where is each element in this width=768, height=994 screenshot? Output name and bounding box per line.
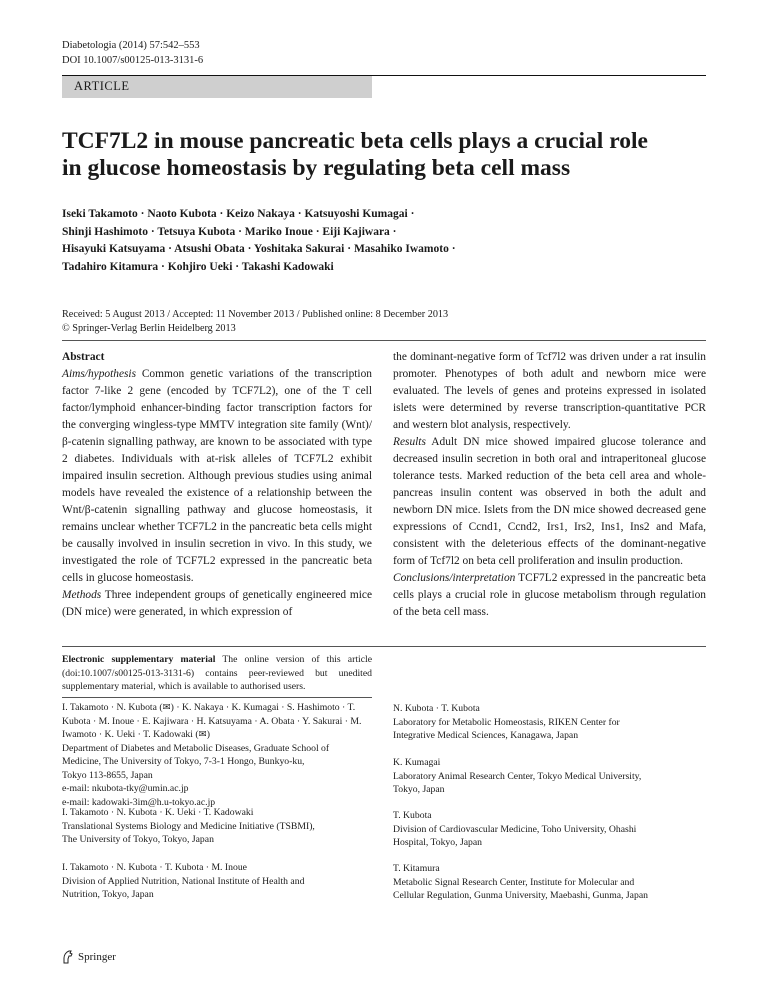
title-line-2: in glucose homeostasis by regulating beta cell mass — [62, 155, 571, 181]
article-title — [62, 128, 722, 182]
affiliation-block — [62, 861, 372, 902]
affiliation-line: Hospital, Tokyo, Japan — [393, 837, 483, 848]
affiliation-line: Department of Diabetes and Metabolic Diseases, Graduate School of — [62, 742, 330, 754]
abstract-heading: Abstract — [62, 351, 105, 363]
affiliation-names: I. Takamoto · N. Kubota (✉) · K. Nakaya · K. Kumagai · S. Hashimoto · T. Kubota · M. Inoue · E. Kajiwara · H. Katsuyama · A. Obata · Y. Sakurai · M. Iwamoto · K. Ueki · T. Kadowaki (✉) — [62, 702, 362, 740]
abstract-left-column — [62, 349, 372, 621]
abstract-right-column — [393, 349, 706, 621]
affiliation-names: I. Takamoto · N. Kubota · K. Ueki · T. Kadowaki — [62, 807, 254, 818]
conclusions-text: TCF7L2 expressed in the pancreatic beta cells plays a crucial role in glucose metabolism through regulation of the beta cell mass. — [393, 572, 706, 618]
author-line: Iseki Takamoto · Naoto Kubota · Keizo Nakaya · Katsuyoshi Kumagai · — [62, 208, 415, 220]
journal-citation: Diabetologia (2014) 57:542–553 — [62, 40, 200, 51]
results-label: Results — [393, 436, 426, 448]
affiliation-block — [393, 809, 706, 862]
affiliation-line: Cellular Regulation, Gunma University, Maebashi, Gunma, Japan — [393, 890, 648, 901]
email-line: e-mail: nkubota-tky@umin.ac.jp — [62, 783, 189, 794]
affiliation-names: T. Kubota — [393, 810, 432, 821]
author-line: Tadahiro Kitamura · Kohjiro Ueki · Takashi Kadowaki — [62, 260, 334, 273]
affiliation-block — [393, 862, 706, 903]
esm-note — [62, 653, 372, 694]
affiliation-line: The University of Tokyo, Tokyo, Japan — [62, 834, 214, 845]
affiliation-line: Metabolic Signal Research Center, Institute for Molecular and — [393, 876, 635, 888]
affiliation-line: Tokyo 113-8655, Japan — [62, 769, 153, 781]
email-line: e-mail: kadowaki-3im@h.u-tokyo.ac.jp — [62, 796, 216, 808]
affiliation-names: T. Kitamura — [393, 863, 440, 874]
conclusions-label: Conclusions/interpretation — [393, 572, 516, 584]
methods-text-part: Three independent groups of genetically engineered mice (DN mice) were generated, in which expression of — [62, 589, 372, 618]
author-line: Hisayuki Katsuyama · Atsushi Obata · Yoshitaka Sakurai · Masahiko Iwamoto · — [62, 243, 456, 255]
affiliation-line: Laboratory Animal Research Center, Tokyo Medical University, — [393, 770, 642, 782]
aims-label: Aims/hypothesis — [62, 368, 137, 380]
affiliation-line: Translational Systems Biology and Medicine Initiative (TSBMI), — [62, 820, 315, 832]
springer-horse-icon — [62, 950, 74, 964]
affiliation-names: K. Kumagai — [393, 757, 441, 768]
results-text: Adult DN mice showed impaired glucose tolerance and decreased insulin secretion in both oral and intraperitoneal glucose tolerance tests. Marked reduction of the beta cell area and whole-pancreas insulin content was observed in both the adult and newborn DN mice. Islets from the DN mice showed decreased gene expressions of Ccnd1, Ccnd2, Irs1, Irs2, Ins1, Ins2 and Mafa, consistent with the deleterious effects of the dominant-negative form of Tcf7l2 on beta cell proliferation and insulin production. — [393, 436, 706, 567]
affiliation-block — [62, 701, 372, 808]
esm-text: The online version of this article (doi:10.1007/s00125-013-3131-6) contains peer-reviewed but unedited supplementary material, which is available to authorised users. — [62, 654, 372, 692]
publisher-footer — [62, 950, 116, 964]
affiliations-left — [62, 701, 372, 902]
section-banner — [62, 76, 372, 98]
affiliation-block — [393, 756, 706, 809]
affiliation-names: I. Takamoto · N. Kubota · T. Kubota · M. Inoue — [62, 862, 247, 873]
dates-rule — [62, 340, 706, 341]
affiliation-line: Medicine, The University of Tokyo, 7-3-1 Hongo, Bunkyo-ku, — [62, 756, 305, 767]
affiliation-line: Integrative Medical Sciences, Kanagawa, Japan — [393, 730, 579, 741]
doi-line: DOI 10.1007/s00125-013-3131-6 — [62, 55, 204, 66]
affiliation-line: Nutrition, Tokyo, Japan — [62, 889, 154, 900]
affiliation-line: Laboratory for Metabolic Homeostasis, RIKEN Center for — [393, 716, 620, 728]
affiliation-rule — [62, 697, 372, 698]
affiliation-block — [393, 702, 706, 756]
aims-text: Common genetic variations of the transcription factor 7-like 2 gene (encoded by TCF7L2), one of the T cell factor/lymphoid enhancer-binding factor transcription factors for the converging wingless-type MMTV integration site family (Wnt)/β-catenin signalling pathway, are known to be associated with type 2 diabetes. Individuals with at-risk alleles of TCF7L2 exhibit impaired insulin secretion. Although previous studies using animal models have revealed the existence of a relationship between the Wnt/β-catenin signalling pathway and glucose homeostasis, it remains unclear whether TCF7L2 in the pancreatic beta cells might be causally involved in insulin secretion in vivo. In this study, we investigated the role of TCF7L2 expressed in the pancreatic beta cells in glucose homeostasis. — [62, 368, 372, 584]
title-line-1: TCF7L2 in mouse pancreatic beta cells plays a crucial role — [62, 128, 648, 154]
affiliation-block — [62, 802, 372, 861]
received-accepted-line: Received: 5 August 2013 / Accepted: 11 November 2013 / Published online: 8 December 2013 — [62, 309, 449, 320]
esm-label: Electronic supplementary material — [62, 654, 216, 665]
copyright-line: © Springer-Verlag Berlin Heidelberg 2013 — [62, 323, 236, 334]
affiliations-right — [393, 702, 706, 903]
journal-header — [62, 38, 203, 68]
author-list — [62, 206, 722, 276]
publisher-name: Springer — [78, 951, 116, 963]
affiliation-line: Division of Applied Nutrition, National Institute of Health and — [62, 875, 305, 887]
methods-label: Methods — [62, 589, 102, 601]
publication-dates — [62, 308, 722, 336]
esm-rule — [62, 646, 706, 647]
methods-text-continued: the dominant-negative form of Tcf7l2 was driven under a rat insulin promoter. Phenotypes of both adult and newborn mice were evaluated. The levels of genes and proteins expressed in isolated islets were determined by reverse transcription-quantitative PCR and western blot analysis, respectively. — [393, 351, 706, 431]
author-line: Shinji Hashimoto · Tetsuya Kubota · Mariko Inoue · Eiji Kajiwara · — [62, 225, 397, 238]
affiliation-names: N. Kubota · T. Kubota — [393, 703, 480, 714]
affiliation-line: Division of Cardiovascular Medicine, Toho University, Ohashi — [393, 823, 637, 835]
section-label: ARTICLE — [74, 79, 130, 93]
affiliation-line: Tokyo, Japan — [393, 784, 445, 795]
